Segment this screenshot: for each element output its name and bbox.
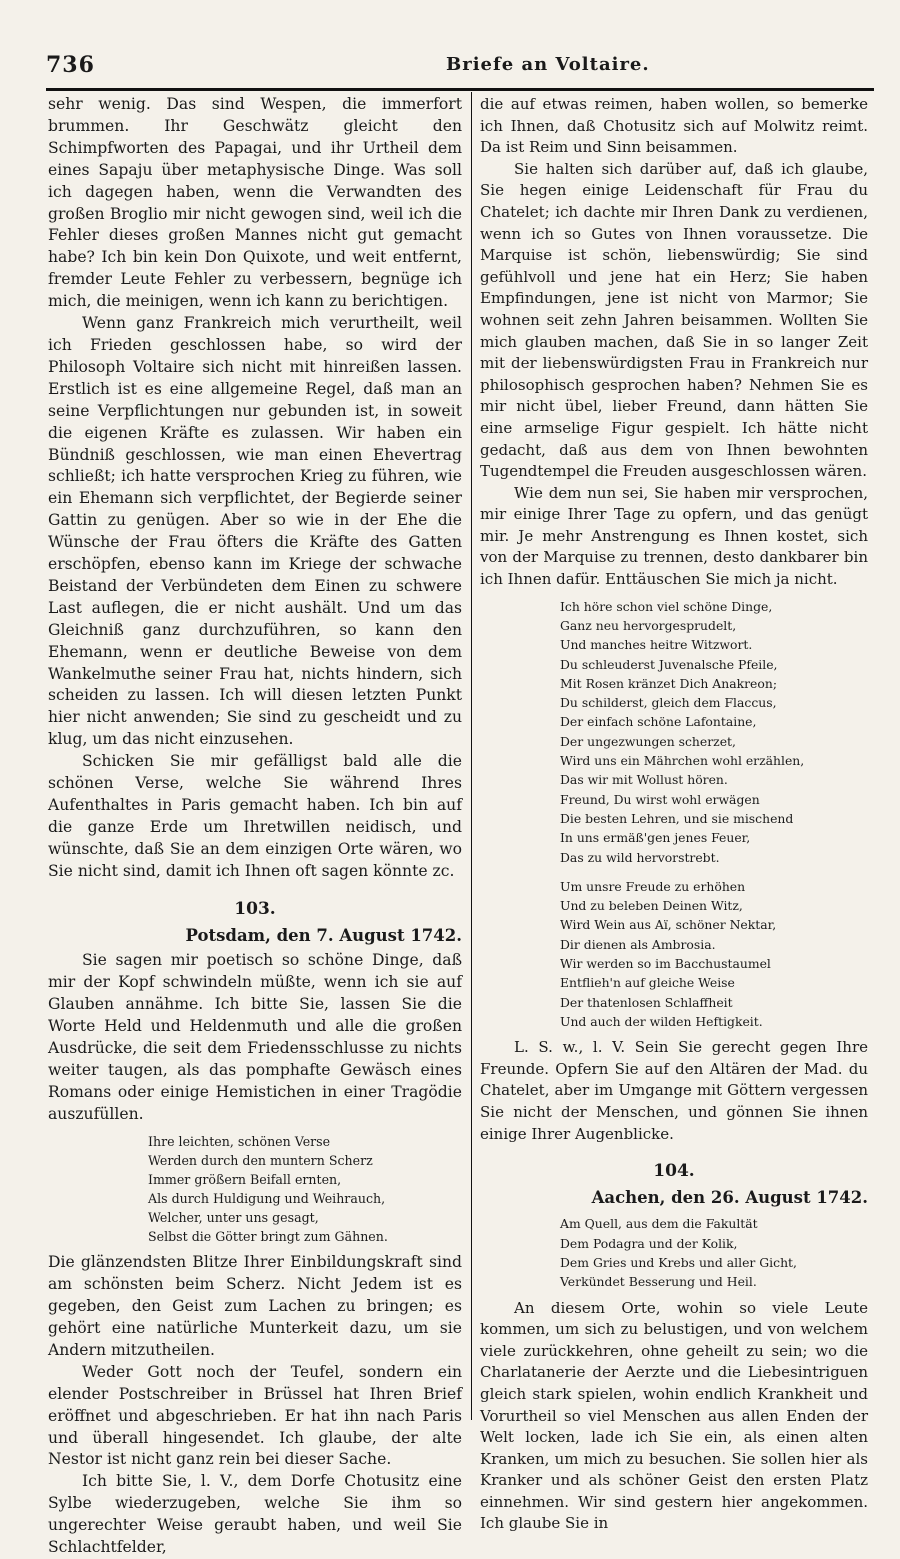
verse-line: Dem Podagra und der Kolik, [560,1235,738,1251]
verse-line: Wird uns ein Mährchen wohl erzählen, [560,753,805,769]
letter-place-date: Aachen, den 26. August 1742. [591,1187,868,1207]
verse-line: Mit Rosen kränzet Dich Anakreon; [560,675,777,691]
letter-place-date: Potsdam, den 7. August 1742. [185,925,462,945]
verse-block [560,877,868,1031]
verse-line: Du schleuderst Juvenalsche Pfeile, [560,656,778,672]
letter-number: 104. [653,1161,695,1182]
verse-line: Immer größern Beifall ernten, [148,1171,342,1187]
paragraph: Die glänzendsten Blitze Ihrer Einbildungskraft sind am schönsten beim Scherz. Nicht Jedem ist es gegeben, den Geist zum Lachen zu bringen; es gehört eine natürliche Munterkeit dazu, um sie Andern mitzutheilen. [48,1253,462,1359]
verse-line: Als durch Huldigung und Weihrauch, [148,1190,386,1206]
verse-line: Ich höre schon viel schöne Dinge, [560,598,773,614]
paragraph: Weder Gott noch der Teufel, sondern ein elender Postschreiber in Brüssel hat Ihren Brief eröffnet und abgeschrieben. Er hat ihn nach Paris und überall hingesendet. Ich glaube, der alte Nestor ist nicht ganz rein bei dieser Sache. [48,1362,462,1469]
verse-line: Welcher, unter uns gesagt, [148,1210,319,1226]
verse-line: Werden durch den muntern Scherz [148,1152,373,1168]
verse-line: Am Quell, aus dem die Fakultät [560,1216,758,1232]
verse-line: Das wir mit Wollust hören. [560,772,728,788]
verse-line: Wir werden so im Bacchustaumel [560,956,771,971]
verse-line: Du schilderst, gleich dem Flaccus, [560,695,777,711]
verse-line: Das zu wild hervorstrebt. [560,849,720,865]
verse-line: Selbst die Götter bringt zum Gähnen. [148,1229,388,1245]
verse-line: Freund, Du wirst wohl erwägen [560,791,760,807]
verse-line: Verkündet Besserung und Heil. [560,1274,757,1290]
paragraph: L. S. w., l. V. Sein Sie gerecht gegen Ihre Freunde. Opfern Sie auf den Altären der Mad. du Chatelet, aber im Umgange mit Göttern vergessen Sie nicht der Menschen, und gönnen Sie ihnen einige Ihrer Augenblicke. [480,1038,868,1143]
paragraph: Schicken Sie mir gefälligst bald alle die schönen Verse, welche Sie während Ihres Aufenthaltes in Paris gemacht haben. Ich bin auf die ganze Erde um Ihretwillen neidisch, und wünschte, daß Sie an dem einzigen Orte wären, wo Sie nicht sind, damit ich Ihnen oft sagen könnte zc. [48,752,462,880]
page-header [46,50,866,80]
verse-line: Ihre leichten, schönen Verse [148,1133,331,1149]
verse-block [560,597,868,867]
verse-line: Der einfach schöne Lafontaine, [560,714,757,730]
paragraph: Sie halten sich darüber auf, daß ich glaube, Sie hegen einige Leidenschaft für Frau du Chatelet; ich dachte mir Ihren Dank zu verdienen, wenn ich so Gutes von Ihnen voraussetze. Die Marquise ist schön, liebenswürdig; Sie sind gefühlvoll und jene hat ein Herz; Sie haben Empfindungen, jene ist nicht von Marmor; Sie wohnen seit zehn Jahren beisammen. Wollten Sie mich glauben machen, daß Sie in so langer Zeit mit der liebenswürdigsten Frau in Frankreich nur philosophisch gesprochen haben? Nehmen Sie es mir nicht übel, lieber Freund, dann hätten Sie eine armselige Figur gespielt. Ich hätte nicht gedacht, daß aus dem von Ihnen bewohnten Tugendtempel die Freuden ausgeschlossen wären. [480,159,868,481]
verse-block [148,1132,462,1247]
right-column [480,94,868,1535]
verse-line: Um unsre Freude zu erhöhen [560,878,746,894]
verse-line: Die besten Lehren, und sie mischend [560,810,794,826]
paragraph: An diesem Orte, wohin so viele Leute kommen, um sich zu belustigen, und von welchem viele zurückkehren, ohne geheilt zu sein; wo die Charlatanerie der Aerzte und die Liebesintriguen gleich stark spielen, wohin endlich Krankheit und Vorurtheil so viel Menschen aus allen Enden der Welt locken, lade ich Sie ein, als einen alten Kranken, um mich zu besuchen. Sie sollen hier als Kranker und als schöner Geist den ersten Platz einnehmen. Wir sind gestern hier angekommen. Ich glaube Sie in [480,1298,868,1533]
verse-line: Ganz neu hervorgesprudelt, [560,617,737,633]
column-divider [471,92,472,1420]
verse-block [560,1214,868,1291]
verse-line: Der thatenlosen Schlaffheit [560,994,733,1010]
header-rule [46,88,874,91]
verse-line: Entflieh'n auf gleiche Weise [560,975,735,991]
paragraph: die auf etwas reimen, haben wollen, so bemerke ich Ihnen, daß Chotusitz sich auf Molwitz reimt. Da ist Reim und Sinn beisammen. [480,95,868,157]
verse-line: Der ungezwungen scherzet, [560,733,736,749]
letter-number: 103. [234,898,276,919]
verse-line: Dem Gries und Krebs und aller Gicht, [560,1254,797,1270]
verse-line: In uns ermäß'gen jenes Feuer, [560,830,751,846]
verse-line: Und auch der wilden Heftigkeit. [560,1013,763,1029]
paragraph: Wenn ganz Frankreich mich verurtheilt, weil ich Frieden geschlossen habe, so wird der Philosoph Voltaire sich nicht mit hinreißen lassen. Erstlich ist es eine allgemeine Regel, daß man an seine Verpflichtungen nur gebunden ist, in soweit die eigenen Kräfte es zulassen. Wir haben ein Bündniß geschlossen, wie man einen Ehevertrag schließt; ich hatte versprochen Krieg zu führen, wie ein Ehemann sich verpflichtet, der Begierde seiner Gattin zu genügen. Aber so wie in der Ehe die Wünsche der Frau öfters die Kräfte des Gatten erschöpfen, ebenso kann im Kriege der schwache Beistand der Verbündeten dem Einen zu schwere Last auflegen, die er nicht aushält. Und um das Gleichniß ganz durchzuführen, so kann den Ehemann, wenn er deutliche Beweise von dem Wankelmuthe seiner Frau hat, nichts hindern, sich scheiden zu lassen. Ich will diesen letzten Punkt hier nicht anwenden; Sie sind zu gescheidt und zu klug, um das nicht einzusehen. [48,314,462,749]
paragraph: sehr wenig. Das sind Wespen, die immerfort brummen. Ihr Geschwätz gleicht den Schimpfworten des Papagai, und ihr Urtheil dem eines Sapaju über metaphysische Dinge. Was soll ich dagegen haben, wenn die Verwandten des großen Broglio mir nicht gewogen sind, weil ich die Fehler dieses großen Mannes nicht gut gemacht habe? Ich bin kein Don Quixote, und weit entfernt, fremder Leute Fehler zu verbessern, begnüge ich mich, die meinigen, wenn ich kann zu berichtigen. [48,95,462,311]
left-column [48,94,462,1559]
verse-line: Und zu beleben Deinen Witz, [560,898,743,914]
verse-line: Und manches heitre Witzwort. [560,637,753,653]
verse-line: Wird Wein aus Aï, schöner Nektar, [560,917,777,933]
paragraph: Ich bitte Sie, l. V., dem Dorfe Chotusitz eine Sylbe wiederzugeben, welche Sie ihm so ungerechter Weise geraubt haben, und weil Sie Schlachtfelder, [48,1472,462,1557]
verse-line: Dir dienen als Ambrosia. [560,936,716,952]
running-title: Briefe an Voltaire. [446,54,650,75]
paragraph: Sie sagen mir poetisch so schöne Dinge, daß mir der Kopf schwindeln müßte, wenn ich sie auf Glauben annähme. Ich bitte Sie, lassen Sie die Worte Held und Heldenmuth und alle die großen Ausdrücke, die seit dem Friedensschlusse zu nichts weiter taugen, als das pomphafte Gewäsch eines Romans oder einige Hemistichen in einer Tragödie auszufüllen. [48,951,462,1123]
paragraph: Wie dem nun sei, Sie haben mir versprochen, mir einige Ihrer Tage zu opfern, und das genügt mir. Je mehr Anstrengung es Ihnen kostet, sich von der Marquise zu trennen, desto dankbarer bin ich Ihnen dafür. Enttäuschen Sie mich ja nicht. [480,483,868,589]
page-number: 736 [46,52,95,78]
